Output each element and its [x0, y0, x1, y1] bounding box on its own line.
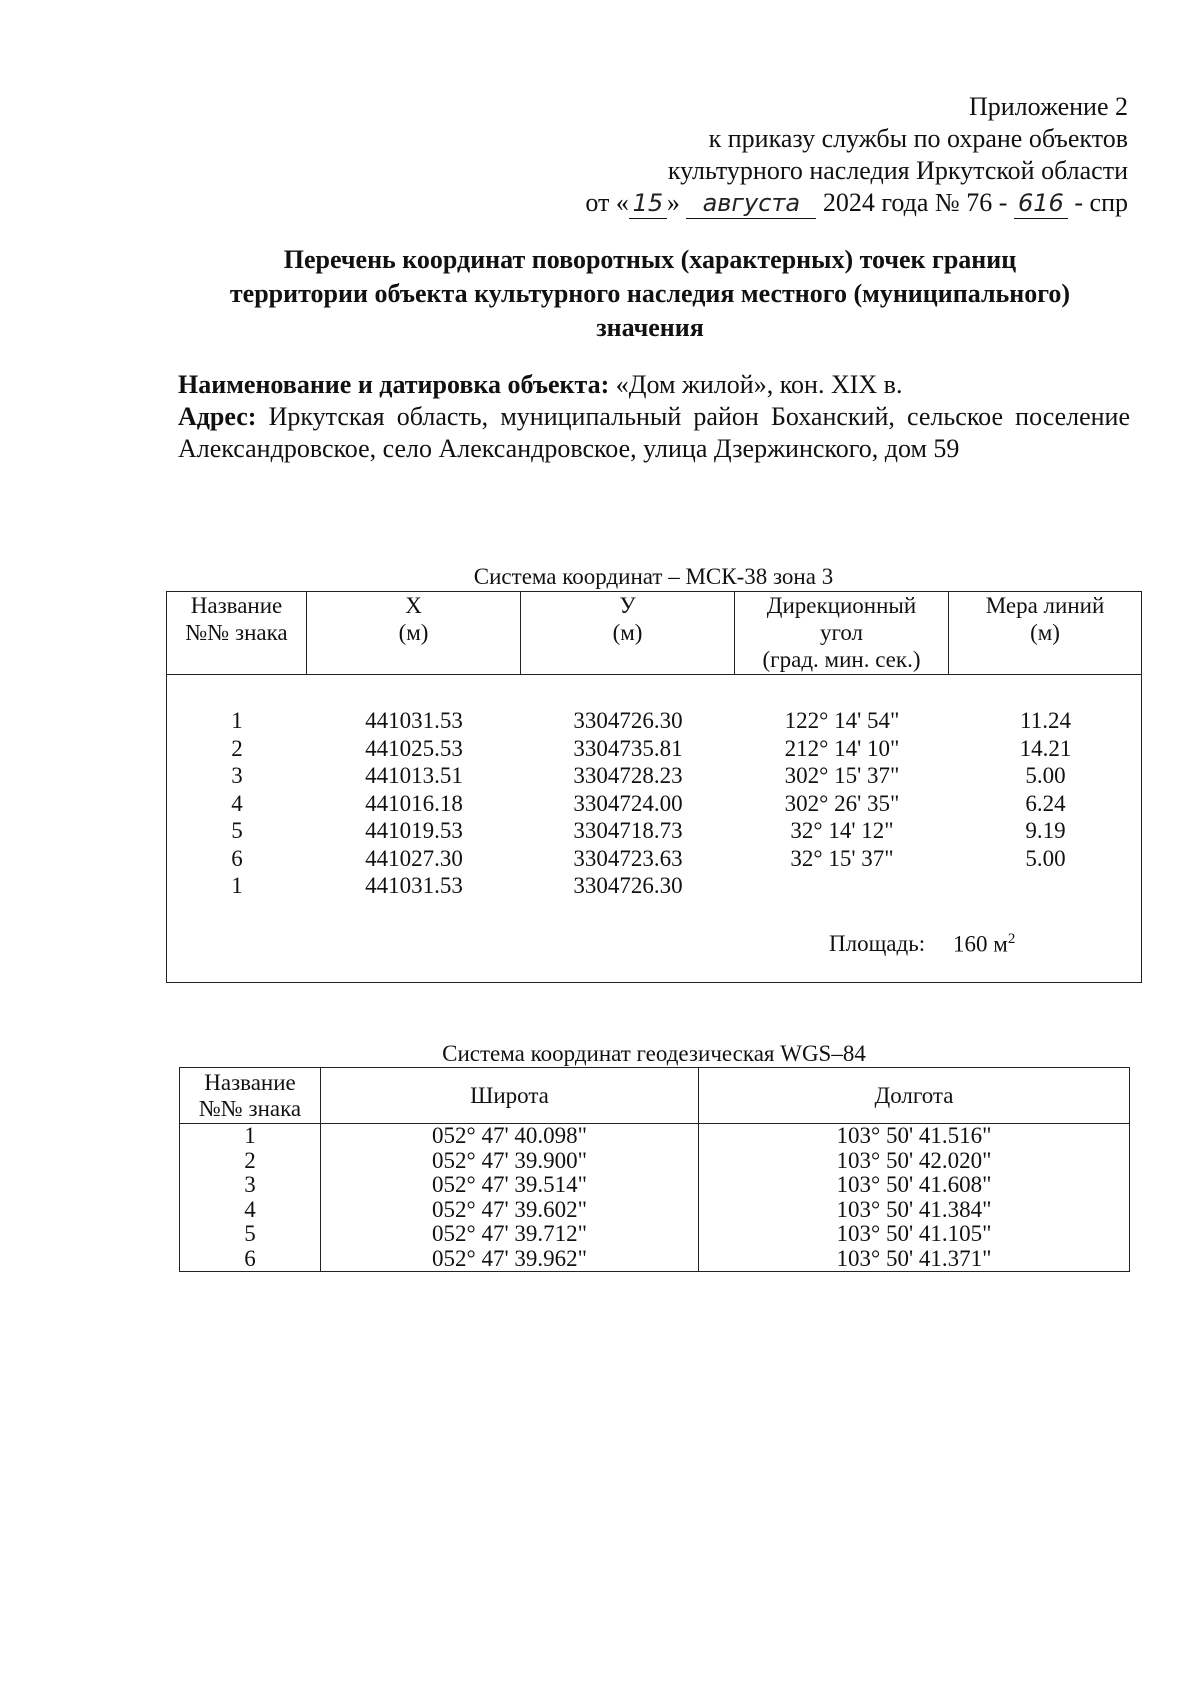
- header-line-length: Мера линий (м): [949, 592, 1142, 675]
- line-length: 9.19: [1025, 818, 1066, 843]
- longitude-value: 103° 50' 41.384": [699, 1198, 1130, 1223]
- table2-body: [180, 1124, 1130, 1272]
- x-value: 441031.53: [365, 873, 463, 898]
- point-number: 6: [180, 1247, 321, 1272]
- title-line-2: территории объекта культурного наследия местного (муниципального): [229, 279, 1071, 308]
- line-length: 5.00: [1025, 845, 1066, 871]
- point-number: 2: [180, 1149, 321, 1174]
- y-value: 3304718.73: [573, 818, 683, 843]
- table2-caption: Система координат геодезическая WGS–84: [442, 1041, 866, 1066]
- latitude-value: 052° 47' 39.962": [321, 1247, 699, 1272]
- handwritten-order-number: 616: [1014, 188, 1068, 219]
- latitude-value: 052° 47' 39.602": [321, 1198, 699, 1223]
- latitude-value: 052° 47' 40.098": [321, 1124, 699, 1149]
- header-point-name: Название №№ знака: [167, 592, 307, 675]
- table-row: [167, 873, 1141, 901]
- address-label: Адрес:: [178, 402, 257, 431]
- longitude-value: 103° 50' 41.105": [699, 1222, 1130, 1247]
- table-row: [180, 1198, 1130, 1223]
- point-number: 1: [180, 1124, 321, 1149]
- area-label: Площадь:: [829, 930, 926, 956]
- title-line-1: Перечень координат поворотных (характерных) точек границ: [283, 245, 1017, 274]
- latitude-value: 052° 47' 39.900": [321, 1149, 699, 1174]
- table1-caption: Система координат – МСК-38 зона 3: [473, 564, 834, 589]
- appendix-header: [585, 91, 1128, 219]
- direction-angle: 302° 15' 37": [784, 763, 900, 788]
- area-line: [167, 931, 1142, 959]
- point-number: 5: [180, 1222, 321, 1247]
- point-number: 4: [180, 1198, 321, 1223]
- year-and-number-text: 2024 года № 76 -: [822, 188, 1008, 217]
- table1-rows: [167, 675, 1141, 901]
- table-row: [167, 708, 1141, 736]
- order-reference-line: к приказу службы по охране объектов: [708, 124, 1128, 153]
- area-unit-superscript: 2: [1007, 930, 1016, 947]
- point-number: 3: [180, 1173, 321, 1198]
- line-length: 6.24: [1025, 790, 1066, 816]
- header-latitude: Широта: [321, 1068, 699, 1124]
- table-row: [167, 818, 1141, 846]
- table-row: [180, 1124, 1130, 1149]
- y-value: 3304726.30: [573, 873, 683, 898]
- header-x: Х (м): [307, 592, 521, 675]
- y-value: 3304735.81: [573, 735, 683, 761]
- table-row: [167, 763, 1141, 791]
- handwritten-month: августа: [686, 188, 816, 219]
- point-number: 1: [231, 708, 243, 733]
- longitude-value: 103° 50' 41.608": [699, 1173, 1130, 1198]
- appendix-label: Приложение 2: [968, 92, 1128, 121]
- title-line-3: значения: [596, 313, 704, 342]
- latitude-value: 052° 47' 39.514": [321, 1173, 699, 1198]
- point-number: 5: [231, 818, 243, 843]
- object-name-line: [178, 369, 1130, 401]
- object-address: [178, 401, 1130, 465]
- table-row: [180, 1173, 1130, 1198]
- direction-angle: 32° 15' 37": [790, 845, 894, 871]
- header-point-name: Название №№ знака: [180, 1068, 321, 1124]
- document-title: [170, 243, 1130, 345]
- table1-body: [167, 675, 1142, 983]
- x-value: 441031.53: [365, 708, 463, 733]
- direction-angle: 32° 14' 12": [790, 818, 894, 843]
- order-date-line: [585, 187, 1128, 219]
- address-value: Иркутская область, муниципальный район Боханский, сельское поселение Александровское, село Александровское, улица Дзержинского, дом 59: [178, 402, 1131, 463]
- y-value: 3304728.23: [573, 763, 683, 788]
- table-row: [167, 736, 1141, 764]
- latitude-value: 052° 47' 39.712": [321, 1222, 699, 1247]
- x-value: 441013.51: [365, 763, 463, 788]
- table-row: [180, 1222, 1130, 1247]
- point-number: 4: [231, 790, 243, 816]
- point-number: 6: [231, 845, 243, 871]
- table-row: [180, 1149, 1130, 1174]
- y-value: 3304726.30: [573, 708, 683, 733]
- table-row: [167, 791, 1141, 819]
- area-value: 160 $м^2$: [953, 930, 1016, 957]
- x-value: 441019.53: [365, 818, 463, 843]
- point-number: 3: [231, 763, 243, 788]
- longitude-value: 103° 50' 41.516": [699, 1124, 1130, 1149]
- point-number: 2: [231, 735, 243, 761]
- longitude-value: 103° 50' 42.020": [699, 1149, 1130, 1174]
- order-suffix: - спр: [1074, 188, 1128, 217]
- direction-angle: 302° 26' 35": [784, 790, 900, 816]
- y-value: 3304724.00: [573, 790, 683, 816]
- longitude-value: 103° 50' 41.371": [699, 1247, 1130, 1272]
- x-value: 441016.18: [365, 790, 463, 816]
- point-number: 1: [231, 873, 243, 898]
- x-value: 441027.30: [365, 845, 463, 871]
- table-row: [167, 846, 1141, 874]
- direction-angle: 122° 14' 54": [784, 708, 900, 733]
- table1-header-row: [167, 592, 1142, 675]
- header-direction-angle: Дирекционный угол (град. мин. сек.): [735, 592, 949, 675]
- object-name-label: Наименование и датировка объекта:: [178, 370, 610, 399]
- wgs84-coordinates-table: [179, 1067, 1130, 1272]
- object-name-value: «Дом жилой», кон. XIX в.: [615, 370, 903, 399]
- table-row: [180, 1247, 1130, 1272]
- date-prefix: от «: [585, 188, 629, 217]
- day-suffix: »: [666, 188, 680, 217]
- line-length: 14.21: [1019, 735, 1072, 761]
- object-info: [178, 369, 1130, 465]
- header-longitude: Долгота: [699, 1068, 1130, 1124]
- msk38-coordinates-table: [166, 591, 1142, 983]
- table2-header-row: [180, 1068, 1130, 1124]
- handwritten-day: 15: [629, 188, 667, 219]
- x-value: 441025.53: [365, 735, 463, 761]
- line-length: 11.24: [1020, 708, 1071, 733]
- direction-angle: 212° 14' 10": [784, 735, 900, 761]
- order-authority-line: культурного наследия Иркутской области: [667, 156, 1128, 185]
- line-length: 5.00: [1025, 763, 1066, 788]
- y-value: 3304723.63: [573, 845, 683, 871]
- header-y: У (м): [521, 592, 735, 675]
